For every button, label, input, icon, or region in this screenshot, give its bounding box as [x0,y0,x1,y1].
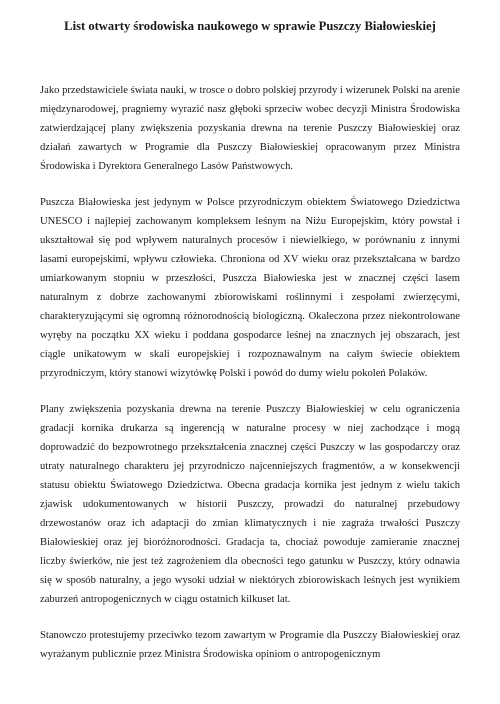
paragraph-1: Jako przedstawiciele świata nauki, w trosce o dobro polskiej przyrody i wizerunek Polski na arenie międzynarodowej, pragniemy wyrazić nasz głęboki sprzeciw wobec decyzji Ministra Środowiska zatwierdzającej plany zwiększenia pozyskania drewna na terenie Puszczy Białowieskiej oraz działań zawartych w Programie dla Puszczy Białowieskiej opracowanym przez Ministra Środowiska i Dyrektora Generalnego Lasów Państwowych. [40,85,460,172]
document-title: List otwarty środowiska naukowego w sprawie Puszczy Białowieskiej [64,19,436,33]
document-body [40,81,460,681]
paragraph-4: Stanowczo protestujemy przeciwko tezom zawartym w Programie dla Puszczy Białowieskiej oraz wyrażanym publicznie przez Ministra Środowiska opiniom o antropogenicznym [40,630,460,660]
paragraph-3: Plany zwiększenia pozyskania drewna na terenie Puszczy Białowieskiej w celu ograniczenia gradacji kornika drukarza są ingerencją w naturalne procesy w niej zachodzące i mogą doprowadzić do bezpowrotnego przekształcenia znacznej części Puszczy w las gospodarczy oraz utraty naturalnego charakteru jej przyrodniczo najcenniejszych fragmentów, a w konsekwencji statusu obiektu Światowego Dziedzictwa. Obecna gradacja kornika jest jednym z wielu takich zjawisk udokumentowanych w historii Puszczy, prowadzi do naturalnej przebudowy drzewostanów oraz ich adaptacji do zmian klimatycznych i nie zagraża trwałości Puszczy Białowieskiej oraz jej bioróżnorodności. Gradacja ta, chociaż powoduje zamieranie znacznej liczby świerków, nie jest też zagrożeniem dla obecności tego gatunku w Puszczy, który odnawia się w sposób naturalny, a jego wysoki udział w niektórych zbiorowiskach leśnych jest wynikiem zaburzeń antropogenicznych w ciągu ostatnich kilkuset lat. [40,404,460,605]
paragraph-2: Puszcza Białowieska jest jedynym w Polsce przyrodniczym obiektem Światowego Dziedzictwa UNESCO i najlepiej zachowanym kompleksem leśnym na Niżu Europejskim, który powstał i ukształtował się pod wpływem naturalnych procesów i niewielkiego, w porównaniu z innymi lasami europejskimi, wpływu człowieka. Chroniona od XV wieku oraz przekształcana w bardzo umiarkowanym stopniu w przeszłości, Puszcza Białowieska jest w znacznej części lasem naturalnym z dobrze zachowanymi zbiorowiskami roślinnymi i zespołami zwierzęcymi, charakteryzującymi się ogromną różnorodnością biologiczną. Okaleczona przez niekontrolowane wyręby na początku XX wieku i poddana gospodarce leśnej na znacznych jej obszarach, jest ciągle unikatowym w skali europejskiej i rozpoznawalnym na całym świecie obiektem przyrodniczym, który stanowi wizytówkę Polski i powód do dumy wielu pokoleń Polaków. [40,197,460,379]
